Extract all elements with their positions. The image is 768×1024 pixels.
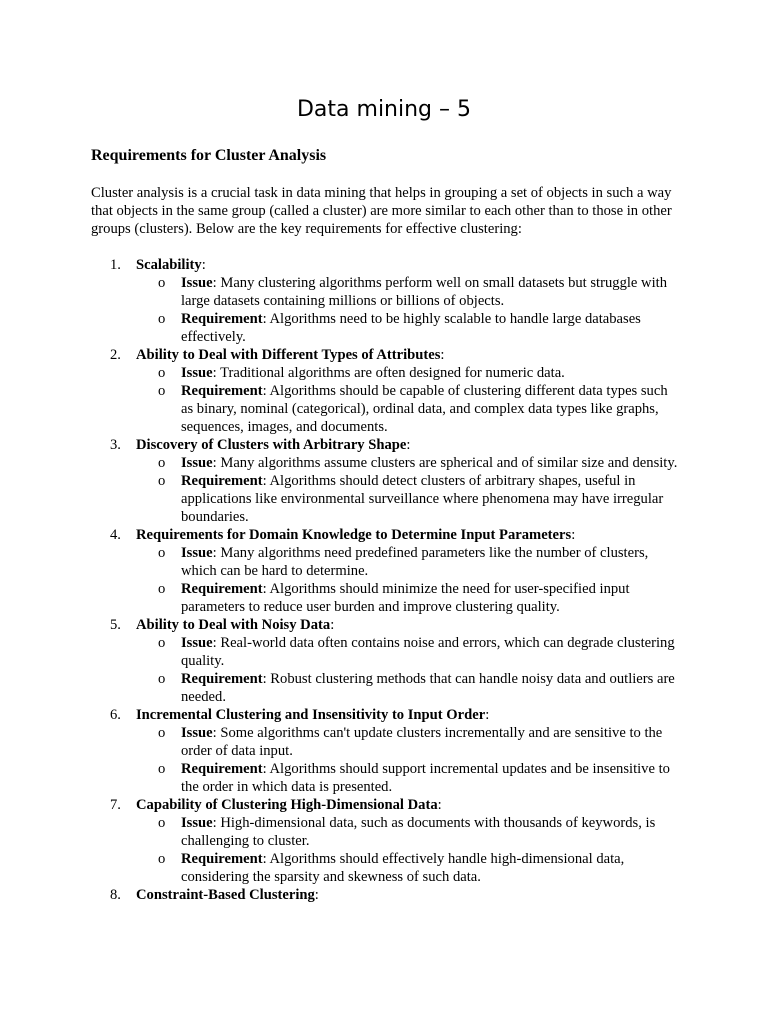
requirement-item (91, 616, 691, 706)
point-text: : Algorithms need to be highly scalable to handle large databases effectively. (181, 311, 641, 345)
requirement-item (91, 256, 691, 346)
circle-bullet-icon: o (158, 383, 166, 399)
document-title: Data mining – 5 (296, 97, 471, 122)
point-text: : Many algorithms need predefined parameters like the number of clusters, which can be hard to determine. (181, 545, 649, 579)
requirement-point (136, 310, 678, 346)
point-text: : Traditional algorithms are often designed for numeric data. (212, 365, 565, 381)
point-label: Requirement (181, 581, 263, 597)
point-text: : Algorithms should support incremental updates and be insensitive to the order in which data is presented. (181, 761, 670, 795)
requirement-colon: : (201, 257, 206, 273)
circle-bullet-icon: o (158, 545, 166, 561)
circle-bullet-icon: o (158, 473, 166, 489)
requirement-title: Constraint-Based Clustering (136, 887, 315, 903)
point-text: : Some algorithms can't update clusters incrementally and are sensitive to the order of data input. (181, 725, 663, 759)
point-label: Issue (181, 815, 213, 831)
requirement-colon: : (440, 347, 445, 363)
circle-bullet-icon: o (158, 635, 166, 651)
section-heading: Requirements for Cluster Analysis (91, 147, 327, 164)
point-label: Issue (181, 365, 213, 381)
requirement-title: Discovery of Clusters with Arbitrary Shape (136, 437, 407, 453)
requirement-colon: : (406, 437, 411, 453)
requirement-points (136, 274, 691, 346)
point-label: Requirement (181, 311, 263, 327)
point-label: Issue (181, 635, 213, 651)
circle-bullet-icon: o (158, 851, 166, 867)
requirement-point (136, 454, 678, 472)
point-label: Issue (181, 545, 213, 561)
circle-bullet-icon: o (158, 761, 166, 777)
requirement-item (91, 796, 691, 886)
requirement-item (91, 706, 691, 796)
requirement-points (136, 454, 691, 526)
requirement-title: Capability of Clustering High-Dimensional Data (136, 797, 438, 813)
requirement-item (91, 526, 691, 616)
requirement-number: 2. (110, 347, 121, 363)
requirement-title: Scalability (136, 257, 202, 273)
point-text: : Algorithms should minimize the need for user-specified input parameters to reduce user burden and improve clustering quality. (181, 581, 630, 615)
requirement-item (91, 436, 691, 526)
requirement-number: 8. (110, 887, 121, 903)
point-label: Issue (181, 275, 213, 291)
requirement-item (91, 886, 691, 904)
point-text: : Many clustering algorithms perform well on small datasets but struggle with large datasets containing millions or billions of objects. (181, 275, 667, 309)
requirements-list (91, 256, 691, 904)
requirement-point (136, 724, 678, 760)
requirement-points (136, 364, 691, 436)
requirement-number: 1. (110, 257, 121, 273)
requirement-title: Ability to Deal with Different Types of Attributes (136, 347, 441, 363)
point-label: Requirement (181, 383, 263, 399)
requirement-item (91, 346, 691, 436)
requirement-number: 6. (110, 707, 121, 723)
requirement-point (136, 364, 678, 382)
point-label: Requirement (181, 473, 263, 489)
point-text: : High-dimensional data, such as documents with thousands of keywords, is challenging to cluster. (181, 815, 656, 849)
circle-bullet-icon: o (158, 455, 166, 471)
requirement-point (136, 670, 678, 706)
requirement-number: 5. (110, 617, 121, 633)
requirement-colon: : (485, 707, 490, 723)
circle-bullet-icon: o (158, 365, 166, 381)
point-label: Requirement (181, 671, 263, 687)
point-text: : Algorithms should effectively handle high-dimensional data, considering the sparsity and skewness of such data. (181, 851, 625, 885)
point-text: : Algorithms should detect clusters of arbitrary shapes, useful in applications like environmental surveillance where phenomena may have irregular boundaries. (181, 473, 664, 525)
requirement-points (136, 634, 691, 706)
circle-bullet-icon: o (158, 815, 166, 831)
point-text: : Robust clustering methods that can handle noisy data and outliers are needed. (181, 671, 675, 705)
requirement-title: Incremental Clustering and Insensitivity to Input Order (136, 707, 486, 723)
requirement-number: 3. (110, 437, 121, 453)
requirement-number: 4. (110, 527, 121, 543)
point-label: Issue (181, 725, 213, 741)
requirement-points (136, 724, 691, 796)
requirement-point (136, 382, 678, 436)
requirement-title: Requirements for Domain Knowledge to Determine Input Parameters (136, 527, 572, 543)
intro-paragraph: Cluster analysis is a crucial task in data mining that helps in grouping a set of objects in such a way that objects in the same group (called a cluster) are more similar to each other than to those in other groups (clusters). Below are the key requirements for effective clustering: (91, 185, 672, 237)
circle-bullet-icon: o (158, 725, 166, 741)
circle-bullet-icon: o (158, 671, 166, 687)
requirement-title: Ability to Deal with Noisy Data (136, 617, 331, 633)
point-text: : Many algorithms assume clusters are spherical and of similar size and density. (212, 455, 678, 471)
circle-bullet-icon: o (158, 581, 166, 597)
requirement-point (136, 760, 678, 796)
requirement-point (136, 472, 678, 526)
point-label: Requirement (181, 851, 263, 867)
circle-bullet-icon: o (158, 275, 166, 291)
point-label: Requirement (181, 761, 263, 777)
requirement-colon: : (314, 887, 319, 903)
requirement-colon: : (571, 527, 576, 543)
requirement-point (136, 544, 678, 580)
requirement-point (136, 814, 678, 850)
requirement-point (136, 274, 678, 310)
requirement-point (136, 850, 678, 886)
requirement-colon: : (437, 797, 442, 813)
requirement-number: 7. (110, 797, 121, 813)
requirement-point (136, 580, 678, 616)
circle-bullet-icon: o (158, 311, 166, 327)
requirement-point (136, 634, 678, 670)
point-text: : Algorithms should be capable of clustering different data types such as binary, nominal (categorical), ordinal data, and complex data types like graphs, sequences, images, and documents. (181, 383, 668, 435)
requirement-points (136, 544, 691, 616)
point-text: : Real-world data often contains noise and errors, which can degrade clustering quality. (181, 635, 675, 669)
requirement-colon: : (330, 617, 335, 633)
requirement-points (136, 814, 691, 886)
point-label: Issue (181, 455, 213, 471)
